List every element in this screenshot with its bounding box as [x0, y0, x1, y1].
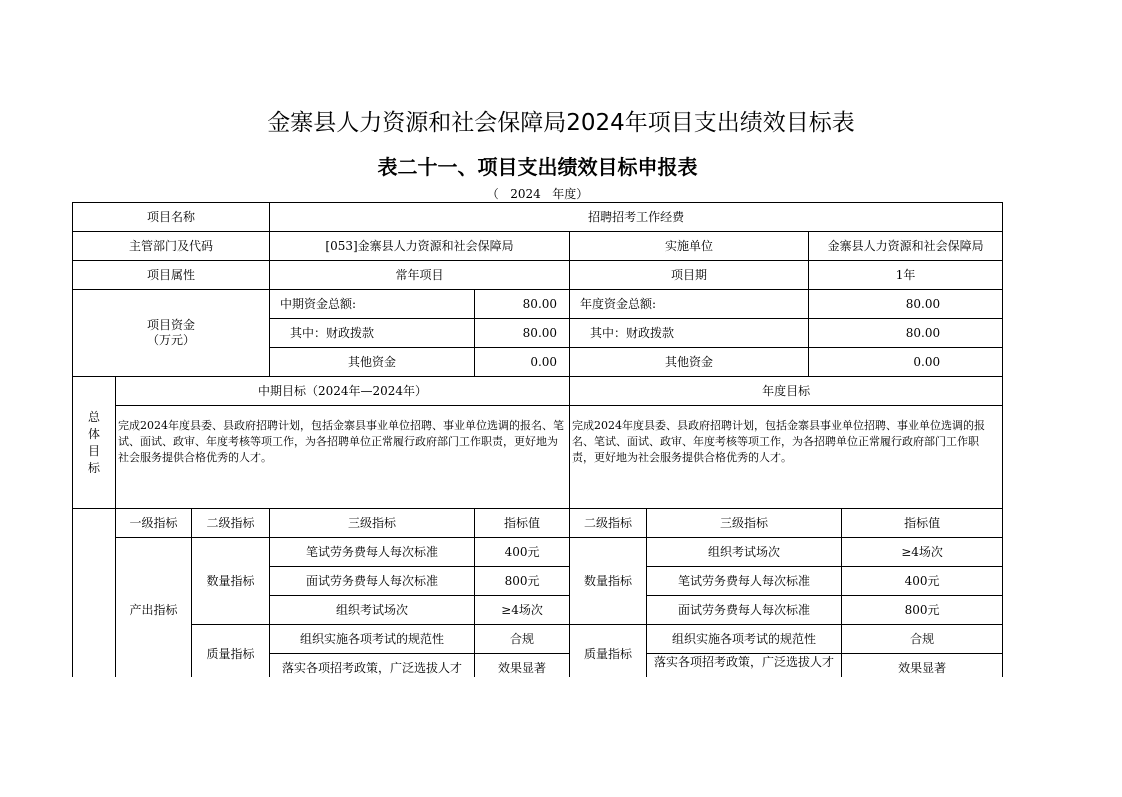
mid-indicator-name: 落实各项招考政策，广泛选拔人才 [270, 654, 475, 684]
mid-goal-header: 中期目标（2024年—2024年） [116, 377, 570, 406]
year-indicator-name: 面试劳务费每人每次标准 [647, 596, 842, 625]
year-fiscal-value: 80.00 [809, 319, 1003, 348]
level1-header: 一级指标 [116, 509, 192, 538]
output-indicator-label: 产出指标 [116, 538, 192, 684]
mid-indicator-value: 效果显著 [475, 654, 570, 684]
mid-value-header: 指标值 [475, 509, 570, 538]
year-fiscal-label: 其中：财政拨款 [570, 319, 809, 348]
indicator-side-blank [73, 509, 116, 684]
attr-value: 常年项目 [270, 261, 570, 290]
year-indicator-value: 效果显著 [842, 654, 1003, 684]
mid-indicator-value: 400元 [475, 538, 570, 567]
mid-quantity-label: 数量指标 [192, 538, 270, 625]
overall-goal-label: 总 体 目 标 [73, 377, 116, 509]
dept-value: [053]金寨县人力资源和社会保障局 [270, 232, 570, 261]
funds-label: 项目资金 （万元） [73, 290, 270, 377]
year-indicator-name: 组织实施各项考试的规范性 [647, 625, 842, 654]
mid-indicator-name: 笔试劳务费每人每次标准 [270, 538, 475, 567]
year-indicator-name: 落实各项招考政策，广泛选拔人才 [647, 654, 842, 684]
mid-total-value: 80.00 [475, 290, 570, 319]
attr-label: 项目属性 [73, 261, 270, 290]
year-indicator-value: ≥4场次 [842, 538, 1003, 567]
mid-indicator-value: ≥4场次 [475, 596, 570, 625]
year-indicator-name: 笔试劳务费每人每次标准 [647, 567, 842, 596]
page-cut-mask [70, 677, 1010, 797]
mid-level3-header: 三级指标 [270, 509, 475, 538]
impl-unit-label: 实施单位 [570, 232, 809, 261]
year-level2-header: 二级指标 [570, 509, 647, 538]
project-name-label: 项目名称 [73, 203, 270, 232]
mid-quality-label: 质量指标 [192, 625, 270, 684]
year-total-value: 80.00 [809, 290, 1003, 319]
page-subtitle: 表二十一、项目支出绩效目标申报表 [377, 155, 698, 179]
mid-indicator-name: 面试劳务费每人每次标准 [270, 567, 475, 596]
year-other-label: 其他资金 [570, 348, 809, 377]
mid-indicator-value: 800元 [475, 567, 570, 596]
year-quantity-label: 数量指标 [570, 538, 647, 625]
dept-label: 主管部门及代码 [73, 232, 270, 261]
project-name-value: 招聘招考工作经费 [270, 203, 1003, 232]
mid-indicator-name: 组织考试场次 [270, 596, 475, 625]
page-title: 金寨县人力资源和社会保障局2024年项目支出绩效目标表 [267, 110, 855, 136]
period-label: 项目期 [570, 261, 809, 290]
mid-total-label: 中期资金总额: [270, 290, 475, 319]
year-indicator-value: 800元 [842, 596, 1003, 625]
year-goal-text: 完成2024年度县委、县政府招聘计划，包括金寨县事业单位招聘、事业单位选调的报名、笔试、面试、政审、年度考核等项工作，为各招聘单位正常履行政府部门工作职责，更好地为社会服务提供合格优秀的人才。 [570, 406, 1003, 509]
impl-unit-value: 金寨县人力资源和社会保障局 [809, 232, 1003, 261]
mid-indicator-value: 合规 [475, 625, 570, 654]
year-indicator-value: 400元 [842, 567, 1003, 596]
year-indicator-value: 合规 [842, 625, 1003, 654]
mid-indicator-name: 组织实施各项考试的规范性 [270, 625, 475, 654]
year-line: （ 2024 年度） [486, 187, 589, 201]
year-value-header: 指标值 [842, 509, 1003, 538]
period-value: 1年 [809, 261, 1003, 290]
year-goal-header: 年度目标 [570, 377, 1003, 406]
mid-level2-header: 二级指标 [192, 509, 270, 538]
mid-other-value: 0.00 [475, 348, 570, 377]
year-indicator-name: 组织考试场次 [647, 538, 842, 567]
year-level3-header: 三级指标 [647, 509, 842, 538]
mid-fiscal-value: 80.00 [475, 319, 570, 348]
year-quality-label: 质量指标 [570, 625, 647, 684]
performance-table [72, 202, 1003, 725]
mid-goal-text: 完成2024年度县委、县政府招聘计划，包括金寨县事业单位招聘、事业单位选调的报名、笔试、面试、政审、年度考核等项工作，为各招聘单位正常履行政府部门工作职责，更好地为社会服务提供合格优秀的人才。 [116, 406, 570, 509]
year-other-value: 0.00 [809, 348, 1003, 377]
year-total-label: 年度资金总额: [570, 290, 809, 319]
mid-other-label: 其他资金 [270, 348, 475, 377]
mid-fiscal-label: 其中：财政拨款 [270, 319, 475, 348]
